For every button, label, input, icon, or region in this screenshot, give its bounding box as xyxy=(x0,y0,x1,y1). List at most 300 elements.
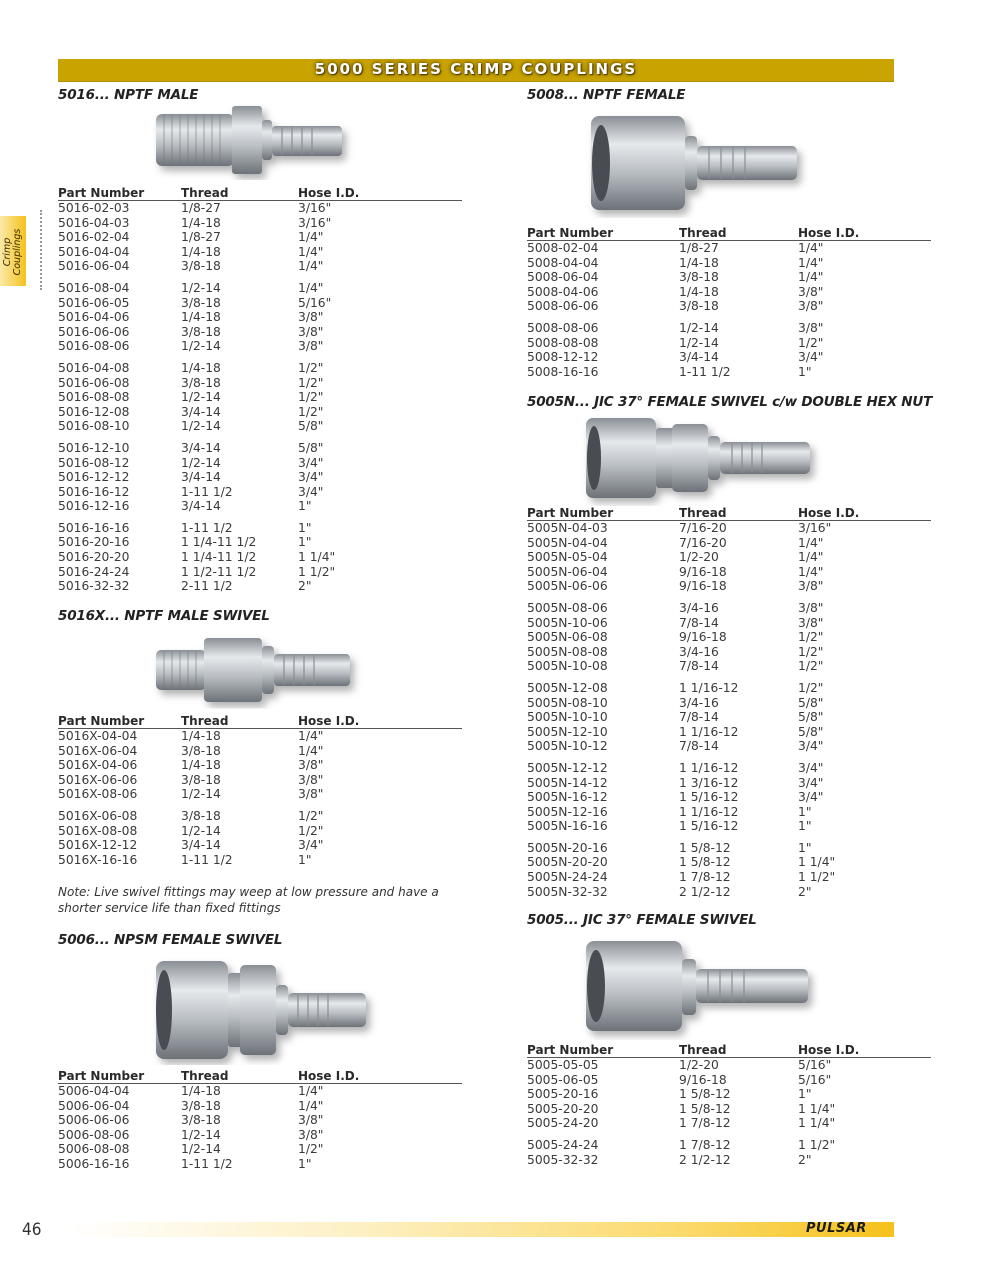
thread-cell: 3/4-14 xyxy=(181,838,221,853)
hose-id-cell: 3/8" xyxy=(798,320,824,335)
thread-cell: 1 5/8-12 xyxy=(679,1101,731,1116)
part-number-cell: 5005N-20-20 xyxy=(527,855,608,870)
part-number-cell: 5016-20-20 xyxy=(58,550,130,565)
hose-id-cell: 3/8" xyxy=(298,772,324,787)
thread-cell: 1-11 1/2 xyxy=(181,520,233,535)
hose-id-cell: 3/4" xyxy=(798,760,824,775)
thread-cell: 1 7/8-12 xyxy=(679,1137,731,1152)
part-number-cell: 5016-02-04 xyxy=(58,230,130,245)
table-row xyxy=(58,521,462,536)
hose-id-cell: 1/2" xyxy=(798,659,824,674)
table-row xyxy=(527,550,931,565)
hose-id-cell: 1/4" xyxy=(298,743,324,758)
hose-id-cell: 1/2" xyxy=(298,375,324,390)
thread-cell: 1 5/8-12 xyxy=(679,855,731,870)
thread-cell: 9/16-18 xyxy=(679,630,727,645)
thread-cell: 1 5/8-12 xyxy=(679,840,731,855)
hose-id-cell: 2" xyxy=(798,1152,812,1167)
thread-cell: 1-11 1/2 xyxy=(679,364,731,379)
table-row xyxy=(527,761,931,776)
table-row xyxy=(527,1087,931,1102)
part-number-cell: 5016-04-06 xyxy=(58,310,130,325)
part-number-header: Part Number xyxy=(527,1043,614,1057)
part-number-cell: 5006-16-16 xyxy=(58,1156,130,1171)
thread-cell: 3/4-16 xyxy=(679,600,719,615)
table-row xyxy=(527,565,931,580)
thread-cell: 1/4-18 xyxy=(679,255,719,270)
table-row xyxy=(58,729,462,744)
table-5016x xyxy=(58,714,462,867)
table-row xyxy=(527,710,931,725)
table-row xyxy=(58,809,462,824)
table-5008 xyxy=(527,226,931,379)
part-number-cell: 5008-04-06 xyxy=(527,284,599,299)
hose-id-cell: 1/2" xyxy=(298,404,324,419)
table-5006 xyxy=(58,1069,462,1172)
hose-id-cell: 3/4" xyxy=(298,470,324,485)
part-number-cell: 5016X-08-06 xyxy=(58,787,138,802)
table-row xyxy=(527,616,931,631)
table-row xyxy=(58,758,462,773)
table-row xyxy=(527,681,931,696)
thread-cell: 1/2-14 xyxy=(181,1127,221,1142)
part-number-cell: 5016-12-10 xyxy=(58,440,130,455)
table-row xyxy=(527,696,931,711)
thread-cell: 1-11 1/2 xyxy=(181,852,233,867)
hose-id-cell: 1/2" xyxy=(798,680,824,695)
hose-id-header: Hose I.D. xyxy=(798,1043,860,1057)
thread-header: Thread xyxy=(181,1069,229,1083)
hose-id-cell: 1" xyxy=(298,1156,312,1171)
hose-id-cell: 3/8" xyxy=(798,299,824,314)
hose-id-cell: 3/8" xyxy=(798,284,824,299)
thread-cell: 1/2-14 xyxy=(679,320,719,335)
hose-id-cell: 1/4" xyxy=(298,729,324,743)
part-number-cell: 5005N-05-04 xyxy=(527,550,608,565)
page-header-banner xyxy=(58,59,894,82)
table-row xyxy=(527,1102,931,1117)
thread-cell: 3/8-18 xyxy=(181,743,221,758)
table-row xyxy=(527,1058,931,1073)
part-number-cell: 5016-16-12 xyxy=(58,484,130,499)
hose-id-header: Hose I.D. xyxy=(798,226,860,240)
part-number-cell: 5016-08-04 xyxy=(58,280,130,295)
thread-cell: 1 1/16-12 xyxy=(679,804,739,819)
hose-id-cell: 3/8" xyxy=(298,339,324,354)
hose-id-cell: 1/2" xyxy=(798,335,824,350)
thread-cell: 1/2-14 xyxy=(181,390,221,405)
brand-logo: PULSAR xyxy=(806,1221,867,1236)
hose-id-cell: 1/4" xyxy=(298,1084,324,1098)
table-row xyxy=(58,405,462,420)
table-row xyxy=(58,787,462,802)
part-number-cell: 5005N-24-24 xyxy=(527,870,608,885)
part-number-cell: 5016-04-04 xyxy=(58,244,130,259)
table-row xyxy=(58,325,462,340)
hose-id-cell: 3/8" xyxy=(298,758,324,773)
hose-id-cell: 5/8" xyxy=(798,710,824,725)
table-row xyxy=(527,536,931,551)
thread-cell: 1/8-27 xyxy=(181,201,221,215)
part-number-cell: 5008-08-08 xyxy=(527,335,599,350)
thread-header: Thread xyxy=(679,226,727,240)
hose-id-cell: 3/16" xyxy=(298,201,332,215)
table-row xyxy=(58,1084,462,1099)
thread-header: Thread xyxy=(181,186,229,200)
hose-id-cell: 5/16" xyxy=(298,295,332,310)
table-row xyxy=(58,310,462,325)
thread-cell: 7/8-14 xyxy=(679,710,719,725)
part-number-cell: 5005N-16-16 xyxy=(527,819,608,834)
part-number-cell: 5016-08-08 xyxy=(58,390,130,405)
part-number-cell: 5016X-06-06 xyxy=(58,772,138,787)
part-number-cell: 5016X-12-12 xyxy=(58,838,138,853)
table-row xyxy=(58,1113,462,1128)
part-number-cell: 5006-08-08 xyxy=(58,1142,130,1157)
hose-id-cell: 3/4" xyxy=(298,484,324,499)
table-row xyxy=(58,259,462,274)
part-number-cell: 5008-12-12 xyxy=(527,350,599,365)
part-number-cell: 5005N-12-12 xyxy=(527,760,608,775)
part-number-cell: 5005N-08-06 xyxy=(527,600,608,615)
hose-id-cell: 5/8" xyxy=(798,695,824,710)
part-number-cell: 5005-06-05 xyxy=(527,1072,599,1087)
hose-id-cell: 3/4" xyxy=(298,838,324,853)
table-row xyxy=(527,739,931,754)
part-number-cell: 5016-08-06 xyxy=(58,339,130,354)
hose-id-cell: 1 1/4" xyxy=(798,1101,836,1116)
table-row xyxy=(527,521,931,536)
hose-id-cell: 2" xyxy=(798,884,812,899)
section-title-5005n: 5005N... JIC 37° FEMALE SWIVEL c/w DOUBLE HEX NUT xyxy=(527,394,933,410)
hose-id-cell: 1/2" xyxy=(298,360,324,375)
section-title-5006: 5006... NPSM FEMALE SWIVEL xyxy=(58,932,283,948)
part-number-cell: 5005N-04-04 xyxy=(527,535,608,550)
table-row xyxy=(58,441,462,456)
part-number-cell: 5005N-04-03 xyxy=(527,521,608,535)
part-number-header: Part Number xyxy=(527,226,614,240)
table-row xyxy=(527,630,931,645)
thread-cell: 1/4-18 xyxy=(181,310,221,325)
thread-cell: 2-11 1/2 xyxy=(181,579,233,594)
hose-id-cell: 1/4" xyxy=(298,230,324,245)
page-title: 5000 SERIES CRIMP COUPLINGS xyxy=(314,60,638,78)
table-row xyxy=(527,1153,931,1168)
section-title-5016: 5016... NPTF MALE xyxy=(58,87,199,103)
thread-cell: 1/2-14 xyxy=(181,419,221,434)
side-tab-crimp-couplings[interactable] xyxy=(0,216,26,286)
table-row xyxy=(58,339,462,354)
table-row xyxy=(58,281,462,296)
thread-cell: 1/2-14 xyxy=(181,787,221,802)
hose-id-cell: 3/8" xyxy=(298,787,324,802)
part-number-cell: 5006-06-06 xyxy=(58,1113,130,1128)
hose-id-cell: 1/4" xyxy=(798,241,824,255)
part-number-cell: 5016X-06-08 xyxy=(58,808,138,823)
table-row xyxy=(58,535,462,550)
table-row xyxy=(527,885,931,900)
part-number-cell: 5005N-06-08 xyxy=(527,630,608,645)
hose-id-cell: 1/2" xyxy=(298,1142,324,1157)
table-row xyxy=(58,296,462,311)
table-row xyxy=(58,838,462,853)
npt-female-fitting-image xyxy=(585,108,815,218)
hose-id-cell: 3/8" xyxy=(298,1113,324,1128)
table-row xyxy=(58,230,462,245)
thread-cell: 1/2-14 xyxy=(181,280,221,295)
hose-id-cell: 1" xyxy=(298,520,312,535)
thread-cell: 3/4-14 xyxy=(181,404,221,419)
hose-id-cell: 1 1/2" xyxy=(798,1137,836,1152)
thread-cell: 1 5/16-12 xyxy=(679,819,739,834)
part-number-cell: 5016-32-32 xyxy=(58,579,130,594)
hose-id-cell: 1" xyxy=(798,364,812,379)
hose-id-cell: 1" xyxy=(798,1087,812,1102)
part-number-cell: 5016-02-03 xyxy=(58,201,130,215)
thread-cell: 1/8-27 xyxy=(679,241,719,255)
part-number-cell: 5005-32-32 xyxy=(527,1152,599,1167)
side-tab-label: Crimp Couplings xyxy=(2,228,23,276)
part-number-cell: 5008-04-04 xyxy=(527,255,599,270)
thread-cell: 3/4-14 xyxy=(181,499,221,514)
table-5016 xyxy=(58,186,462,594)
thread-cell: 1/2-14 xyxy=(181,1142,221,1157)
hose-id-cell: 3/4" xyxy=(798,775,824,790)
thread-cell: 1 1/4-11 1/2 xyxy=(181,535,257,550)
table-row xyxy=(527,645,931,660)
part-number-cell: 5005N-10-06 xyxy=(527,615,608,630)
table-row xyxy=(58,1099,462,1114)
thread-header: Thread xyxy=(679,1043,727,1057)
hose-id-header: Hose I.D. xyxy=(298,186,360,200)
part-number-cell: 5005N-10-10 xyxy=(527,710,608,725)
part-number-cell: 5008-02-04 xyxy=(527,241,599,255)
thread-cell: 3/8-18 xyxy=(679,270,719,285)
thread-cell: 9/16-18 xyxy=(679,564,727,579)
part-number-cell: 5016X-06-04 xyxy=(58,743,138,758)
thread-cell: 9/16-18 xyxy=(679,579,727,594)
part-number-header: Part Number xyxy=(58,1069,145,1083)
npt-male-swivel-fitting-image xyxy=(150,630,370,710)
hose-id-cell: 3/8" xyxy=(798,600,824,615)
table-row xyxy=(58,1157,462,1172)
thread-cell: 1/4-18 xyxy=(181,215,221,230)
hose-id-cell: 1/4" xyxy=(798,550,824,565)
hose-id-cell: 1" xyxy=(798,819,812,834)
table-row xyxy=(527,790,931,805)
table-row xyxy=(527,336,931,351)
hose-id-cell: 1 1/2" xyxy=(298,564,336,579)
npt-male-fitting-image xyxy=(150,100,370,180)
table-row xyxy=(58,390,462,405)
part-number-cell: 5016X-04-04 xyxy=(58,729,138,743)
thread-cell: 3/8-18 xyxy=(181,295,221,310)
part-number-cell: 5006-08-06 xyxy=(58,1127,130,1142)
table-row xyxy=(58,1128,462,1143)
thread-cell: 1/2-14 xyxy=(181,455,221,470)
side-dotted-divider xyxy=(40,210,43,290)
table-5005n xyxy=(527,506,931,899)
part-number-cell: 5016-06-08 xyxy=(58,375,130,390)
hose-id-header: Hose I.D. xyxy=(298,714,360,728)
thread-cell: 7/16-20 xyxy=(679,535,727,550)
table-row xyxy=(58,1142,462,1157)
thread-cell: 1 1/16-12 xyxy=(679,724,739,739)
table-row xyxy=(58,853,462,868)
thread-cell: 3/4-16 xyxy=(679,695,719,710)
table-row xyxy=(527,841,931,856)
hose-id-cell: 1 1/4" xyxy=(798,855,836,870)
thread-cell: 3/8-18 xyxy=(181,772,221,787)
hose-id-cell: 5/8" xyxy=(298,440,324,455)
thread-cell: 1/4-18 xyxy=(679,284,719,299)
part-number-cell: 5005N-16-12 xyxy=(527,790,608,805)
part-number-header: Part Number xyxy=(527,506,614,520)
thread-cell: 1/4-18 xyxy=(181,360,221,375)
thread-cell: 7/8-14 xyxy=(679,659,719,674)
part-number-cell: 5005N-14-12 xyxy=(527,775,608,790)
part-number-cell: 5005N-12-08 xyxy=(527,680,608,695)
thread-cell: 3/8-18 xyxy=(181,375,221,390)
table-row xyxy=(527,299,931,314)
part-number-cell: 5016-08-10 xyxy=(58,419,130,434)
hose-id-cell: 1/4" xyxy=(798,270,824,285)
section-title-5016x: 5016X... NPTF MALE SWIVEL xyxy=(58,608,270,624)
thread-cell: 1/4-18 xyxy=(181,244,221,259)
table-row xyxy=(527,270,931,285)
hose-id-cell: 3/4" xyxy=(798,790,824,805)
footer-bar xyxy=(68,1222,894,1237)
part-number-cell: 5008-16-16 xyxy=(527,364,599,379)
hose-id-cell: 5/16" xyxy=(798,1072,832,1087)
hose-id-cell: 1 1/4" xyxy=(298,550,336,565)
thread-cell: 1/2-20 xyxy=(679,1058,719,1072)
hose-id-cell: 3/16" xyxy=(298,215,332,230)
part-number-cell: 5016X-08-08 xyxy=(58,823,138,838)
part-number-cell: 5016-04-03 xyxy=(58,215,130,230)
part-number-cell: 5016-06-06 xyxy=(58,324,130,339)
thread-cell: 1/4-18 xyxy=(181,758,221,773)
table-row xyxy=(58,773,462,788)
page-number: 46 xyxy=(22,1220,42,1240)
thread-cell: 1/2-14 xyxy=(181,339,221,354)
table-row xyxy=(527,241,931,256)
part-number-cell: 5005N-12-10 xyxy=(527,724,608,739)
hose-id-cell: 3/8" xyxy=(298,310,324,325)
table-row xyxy=(527,1073,931,1088)
thread-cell: 1 1/16-12 xyxy=(679,760,739,775)
part-number-cell: 5005N-06-06 xyxy=(527,579,608,594)
thread-cell: 7/8-14 xyxy=(679,615,719,630)
part-number-cell: 5005N-08-08 xyxy=(527,644,608,659)
table-row xyxy=(58,245,462,260)
table-row xyxy=(527,579,931,594)
npsm-female-swivel-fitting-image xyxy=(150,955,380,1065)
table-row xyxy=(58,550,462,565)
hose-id-cell: 3/8" xyxy=(798,579,824,594)
hose-id-cell: 3/4" xyxy=(798,350,824,365)
hose-id-cell: 1/4" xyxy=(798,564,824,579)
table-header xyxy=(527,506,931,521)
thread-cell: 1/8-27 xyxy=(181,230,221,245)
part-number-cell: 5016-12-08 xyxy=(58,404,130,419)
part-number-cell: 5006-06-04 xyxy=(58,1098,130,1113)
table-row xyxy=(58,216,462,231)
table-row xyxy=(58,419,462,434)
thread-cell: 1-11 1/2 xyxy=(181,1156,233,1171)
table-row xyxy=(58,499,462,514)
table-row xyxy=(58,565,462,580)
part-number-cell: 5005-24-20 xyxy=(527,1116,599,1131)
table-row xyxy=(527,365,931,380)
part-number-cell: 5016-16-16 xyxy=(58,520,130,535)
thread-cell: 1 5/16-12 xyxy=(679,790,739,805)
jic-double-hex-swivel-fitting-image xyxy=(580,412,830,507)
table-header xyxy=(58,186,462,201)
table-row xyxy=(527,350,931,365)
thread-cell: 3/4-16 xyxy=(679,644,719,659)
part-number-cell: 5016X-04-06 xyxy=(58,758,138,773)
hose-id-cell: 1/2" xyxy=(298,390,324,405)
table-row xyxy=(527,776,931,791)
part-number-cell: 5016-06-04 xyxy=(58,259,130,274)
part-number-cell: 5016-24-24 xyxy=(58,564,130,579)
section-title-5005: 5005... JIC 37° FEMALE SWIVEL xyxy=(527,912,757,928)
thread-cell: 3/8-18 xyxy=(181,808,221,823)
hose-id-cell: 1/4" xyxy=(298,244,324,259)
part-number-cell: 5008-06-04 xyxy=(527,270,599,285)
part-number-cell: 5016X-16-16 xyxy=(58,852,138,867)
thread-cell: 3/8-18 xyxy=(181,1113,221,1128)
part-number-cell: 5005-24-24 xyxy=(527,1137,599,1152)
hose-id-cell: 5/8" xyxy=(798,724,824,739)
thread-cell: 1 7/8-12 xyxy=(679,1116,731,1131)
hose-id-cell: 1" xyxy=(298,499,312,514)
hose-id-cell: 1/4" xyxy=(298,1098,324,1113)
part-number-cell: 5006-04-04 xyxy=(58,1084,130,1098)
table-row xyxy=(527,1116,931,1131)
hose-id-cell: 1 1/4" xyxy=(798,1116,836,1131)
thread-cell: 3/4-14 xyxy=(181,440,221,455)
swivel-note: Note: Live swivel fittings may weep at low pressure and have a shorter service life than fixed fittings xyxy=(58,885,439,915)
table-row xyxy=(58,201,462,216)
table-header xyxy=(527,1043,931,1058)
part-number-cell: 5005N-12-16 xyxy=(527,804,608,819)
table-5005 xyxy=(527,1043,931,1167)
hose-id-cell: 5/16" xyxy=(798,1058,832,1072)
part-number-cell: 5016-12-16 xyxy=(58,499,130,514)
part-number-cell: 5005N-32-32 xyxy=(527,884,608,899)
thread-cell: 2 1/2-12 xyxy=(679,1152,731,1167)
hose-id-header: Hose I.D. xyxy=(298,1069,360,1083)
part-number-cell: 5016-20-16 xyxy=(58,535,130,550)
thread-cell: 1/4-18 xyxy=(181,729,221,743)
table-row xyxy=(58,579,462,594)
table-row xyxy=(527,805,931,820)
hose-id-cell: 1" xyxy=(298,535,312,550)
part-number-cell: 5005N-10-08 xyxy=(527,659,608,674)
thread-cell: 1 1/2-11 1/2 xyxy=(181,564,257,579)
part-number-cell: 5005N-08-10 xyxy=(527,695,608,710)
hose-id-cell: 3/8" xyxy=(298,324,324,339)
section-title-5008: 5008... NPTF FEMALE xyxy=(527,87,686,103)
part-number-header: Part Number xyxy=(58,714,145,728)
part-number-cell: 5016-04-08 xyxy=(58,360,130,375)
table-row xyxy=(527,601,931,616)
thread-cell: 3/4-14 xyxy=(679,350,719,365)
hose-id-cell: 1" xyxy=(798,840,812,855)
hose-id-cell: 3/4" xyxy=(798,739,824,754)
